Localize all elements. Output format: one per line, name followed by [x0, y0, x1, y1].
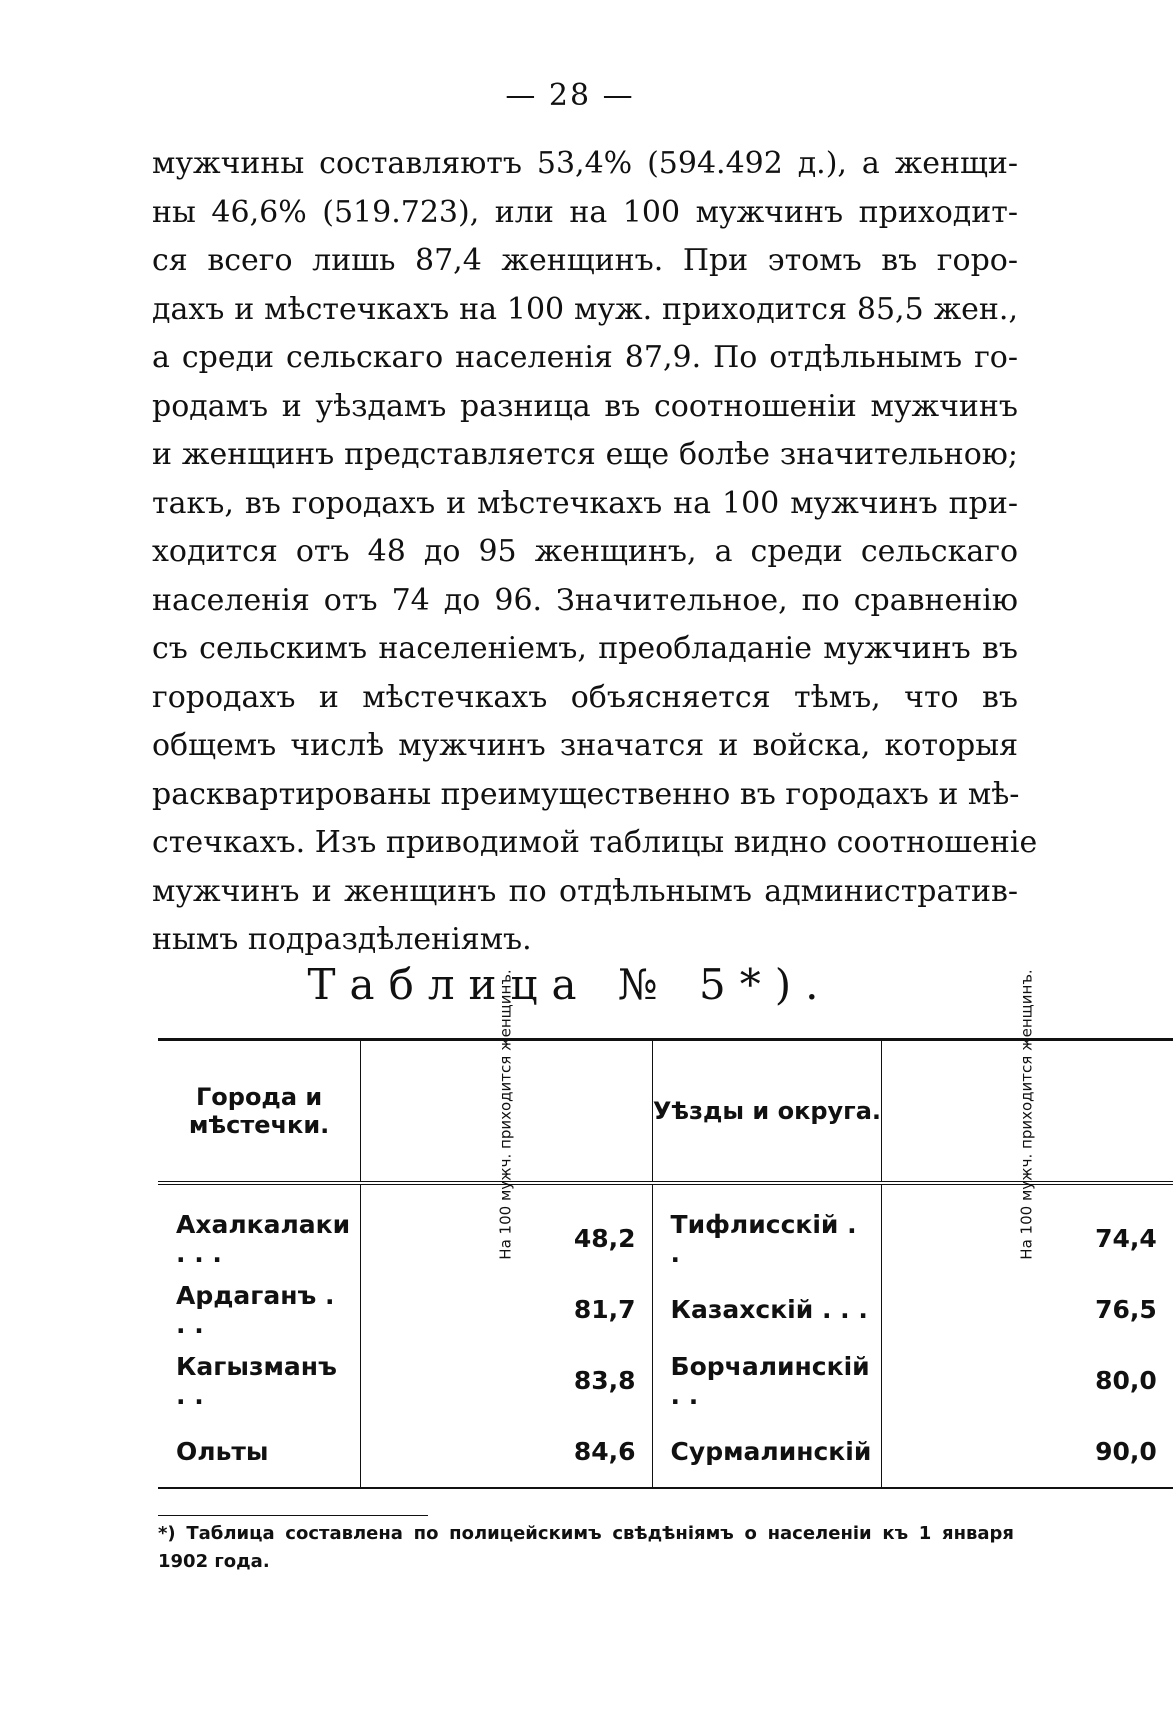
header-towns-ratio-label: На 100 мужч. приходится женщинъ. — [496, 969, 515, 1260]
text-line: такъ, въ городахъ и мѣстечкахъ на 100 мужчинъ при- — [152, 485, 1018, 521]
town-value: 48,2 — [361, 1183, 652, 1274]
town-value: 83,8 — [361, 1345, 652, 1416]
table-title: Таблица № 5*). — [307, 960, 833, 1009]
town-value: 84,6 — [361, 1416, 652, 1488]
header-districts-ratio-label: На 100 мужч. приходится женщинъ. — [1018, 969, 1037, 1260]
town-value: 81,7 — [361, 1274, 652, 1345]
text-line: съ сельскимъ населеніемъ, преобладаніе мужчинъ въ — [152, 631, 1018, 666]
text-line: ны 46,6% (519.723), или на 100 мужчинъ приходит- — [152, 194, 1018, 230]
text-line: населенія отъ 74 до 96. Значительное, по сравненію — [152, 582, 1018, 618]
text-line: нымъ подраздѣленіямъ. — [152, 922, 532, 957]
town-name: Ольты — [176, 1437, 269, 1466]
text-line: дахъ и мѣстечкахъ на 100 муж. приходится 85,5 жен., — [152, 291, 1018, 327]
footnote-divider — [158, 1515, 428, 1516]
body-paragraph — [152, 140, 1038, 965]
district-value: 90,0 — [882, 1416, 1173, 1488]
table-row — [158, 1416, 1173, 1488]
text-line: ся всего лишь 87,4 женщинъ. При этомъ въ горо- — [152, 243, 1018, 278]
town-name: Кагызманъ . . — [176, 1351, 337, 1410]
text-line: городахъ и мѣстечкахъ объясняется тѣмъ, что въ — [152, 679, 1018, 715]
district-name: Казахскій . . . — [652, 1274, 882, 1345]
header-districts: Уѣзды и округа. — [652, 1040, 882, 1184]
text-line: родамъ и уѣздамъ разница въ соотношеніи мужчинъ — [152, 388, 1018, 424]
text-line: а среди сельскаго населенія 87,9. По отдѣльнымъ го- — [152, 340, 1018, 375]
text-line: мужчины составляютъ 53,4% (594.492 д.), а женщи- — [152, 146, 1018, 181]
page-number: — 28 — — [505, 78, 635, 113]
text-line: и женщинъ представляется еще болѣе значительною; — [152, 437, 1018, 472]
text-line: стечкахъ. Изъ приводимой таблицы видно соотношеніе — [152, 825, 1038, 860]
district-value: 80,0 — [882, 1345, 1173, 1416]
text-line: мужчинъ и женщинъ по отдѣльнымъ административ- — [152, 873, 1018, 909]
table-header-row — [158, 1040, 1173, 1184]
district-name: Тифлисскій . . — [652, 1183, 882, 1274]
footnote: *) Таблица составлена по полицейскимъ свѣдѣніямъ о населеніи къ 1 января 1902 года. — [158, 1523, 1014, 1572]
text-line: ходится отъ 48 до 95 женщинъ, а среди сельскаго — [152, 534, 1018, 569]
header-towns: Города и мѣстечки. — [158, 1040, 361, 1184]
town-name: Ахалкалаки . . . — [176, 1209, 351, 1268]
text-line: расквартированы преимущественно въ городахъ и мѣ- — [152, 776, 1020, 812]
table-row — [158, 1274, 1173, 1345]
district-value: 74,4 — [882, 1183, 1173, 1274]
district-name: Борчалинскій . . — [652, 1345, 882, 1416]
text-line: общемъ числѣ мужчинъ значатся и войска, которыя — [152, 728, 1018, 763]
district-value: 76,5 — [882, 1274, 1173, 1345]
table-row — [158, 1345, 1173, 1416]
town-name: Ардаганъ . . . — [176, 1280, 335, 1339]
district-name: Сурмалинскій — [652, 1416, 882, 1488]
